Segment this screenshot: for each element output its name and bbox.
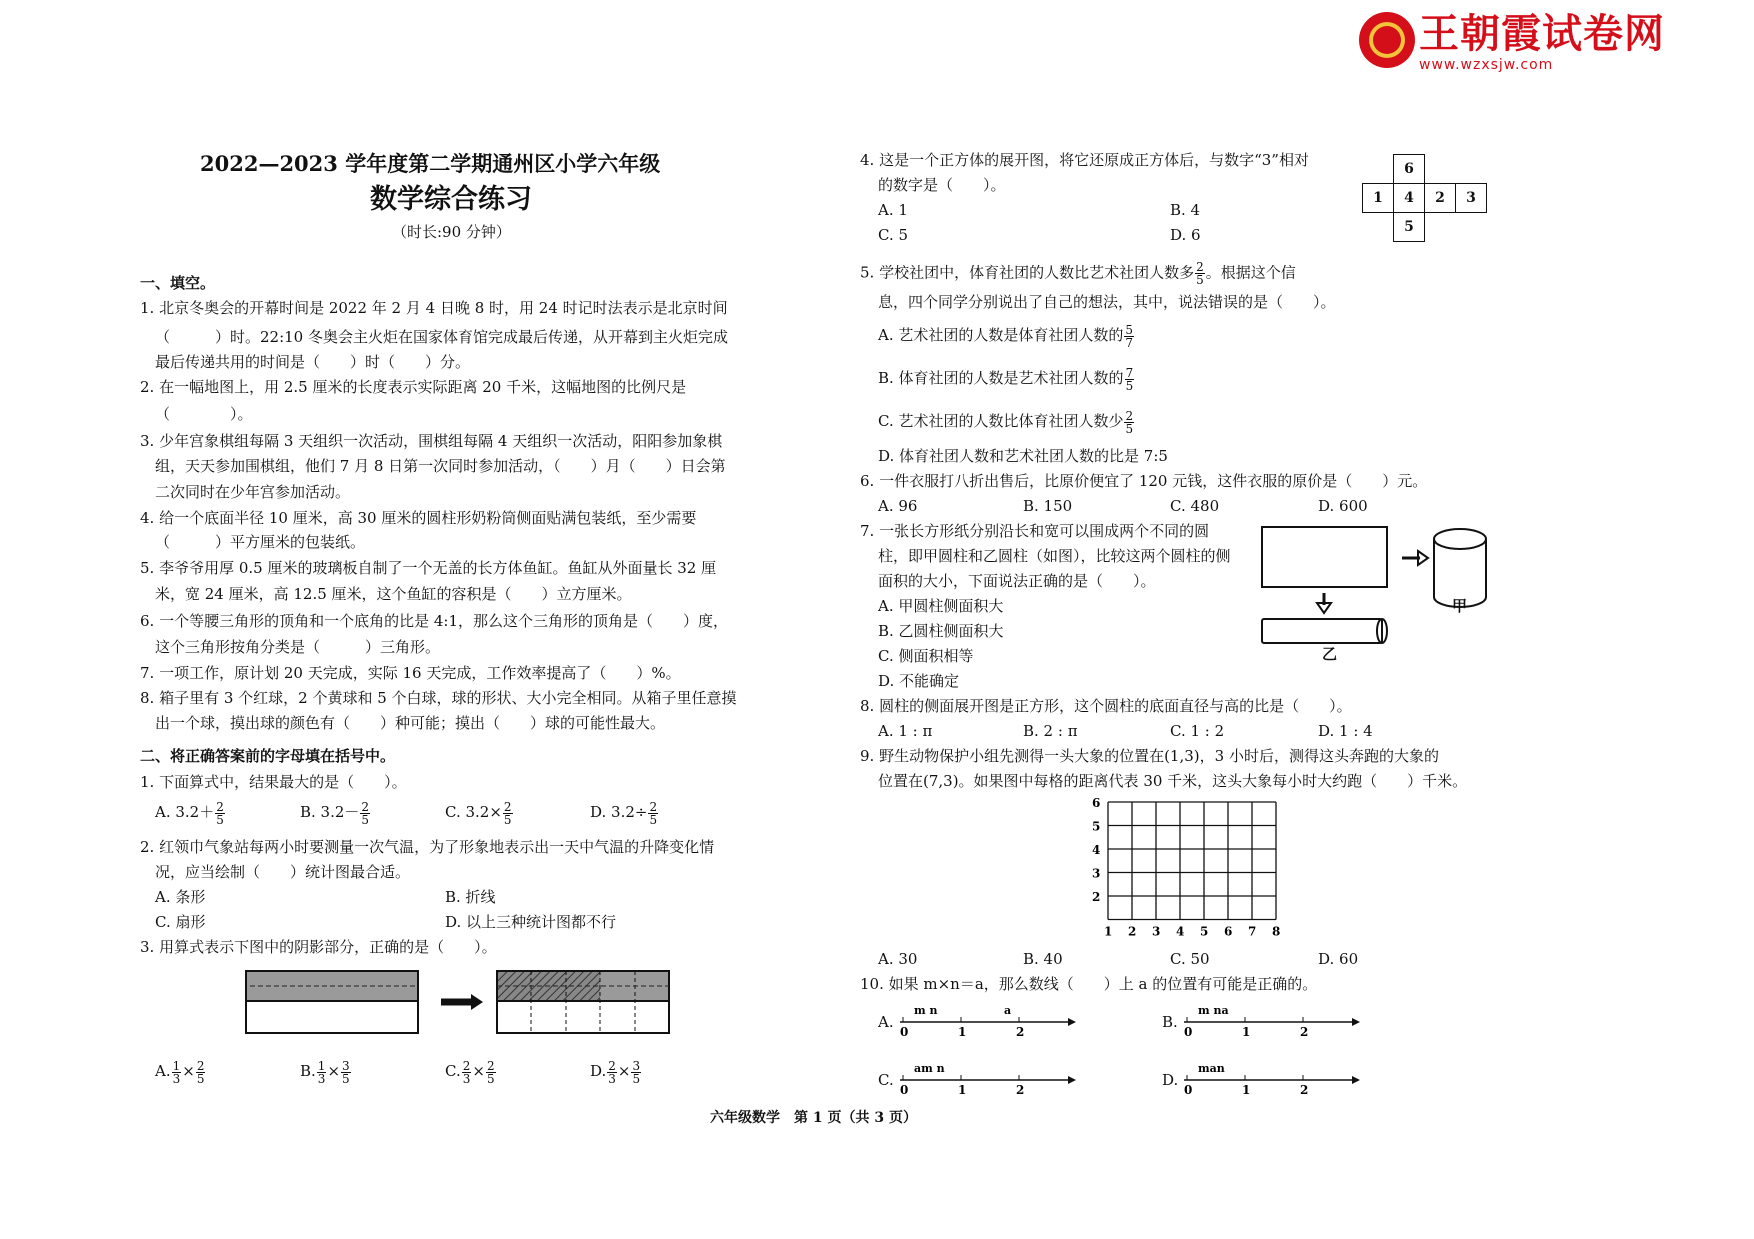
question-text: 4. 这是一个正方体的展开图，将它还原成正方体后，与数字“3”相对	[860, 151, 1309, 169]
section-heading: 二、将正确答案前的字母填在括号中。	[140, 747, 396, 765]
question-text: 二次同时在少年宫参加活动。	[155, 483, 351, 501]
fraction-denominator: 5	[649, 812, 658, 827]
x-tick-label: 8	[1272, 924, 1281, 938]
cube-face: 6	[1394, 155, 1425, 184]
question-text: 的数字是（ ）。	[878, 176, 1006, 194]
arrow-head	[1068, 1018, 1076, 1026]
fraction-denominator: 3	[462, 1071, 471, 1086]
x-tick-label: 5	[1200, 924, 1209, 938]
cylinder-label-jia: 甲	[1452, 597, 1468, 615]
option-text: D. 6	[1170, 226, 1201, 244]
fraction-numerator: 3	[632, 1058, 641, 1073]
number-line	[1184, 1060, 1374, 1110]
logo-url: www.wzxsjw.com	[1419, 57, 1554, 73]
question-text: 8. 圆柱的侧面展开图是正方形，这个圆柱的底面直径与高的比是（ ）。	[860, 697, 1352, 715]
question-text: 这个三角形按角分类是（ ）三角形。	[155, 638, 441, 656]
option-text: C. 480	[1170, 497, 1220, 515]
number-line	[1184, 1002, 1374, 1052]
option-text: B. 折线	[445, 888, 496, 906]
cube-face: 3	[1456, 184, 1487, 213]
fraction-denominator: 5	[1125, 378, 1134, 393]
tick-label: 0	[1184, 1083, 1193, 1097]
option-label: B. 3.2－	[300, 803, 360, 821]
option-text	[878, 363, 1135, 393]
question-text: 5. 李爷爷用厚 0.5 厘米的玻璃板自制了一个无盖的长方体鱼缸。鱼缸从外面量长 32 厘	[140, 559, 717, 577]
fraction-numerator: 7	[1125, 365, 1134, 380]
option-text	[445, 797, 514, 827]
fraction-denominator: 5	[342, 1071, 350, 1086]
question-text: 1. 北京冬奥会的开幕时间是 2022 年 2 月 4 日晚 8 时，用 24 时记时法表示是北京时间	[140, 299, 728, 317]
question-text: 8. 箱子里有 3 个红球，2 个黄球和 5 个白球，球的形状、大小完全相同。从箱子里任意摸	[140, 689, 737, 707]
fraction	[1124, 410, 1134, 435]
fraction-numerator: 2	[608, 1058, 616, 1073]
fraction	[215, 801, 225, 826]
tick-label: 0	[1184, 1025, 1193, 1039]
question-text: 最后传递共用的时间是（ ）时（ ）分。	[155, 353, 471, 371]
option-text: A. 1	[878, 201, 908, 219]
point-labels: man	[1198, 1062, 1225, 1075]
fraction	[196, 1060, 206, 1085]
cube-face: 2	[1425, 184, 1456, 213]
exam-duration: （时长:90 分钟）	[392, 223, 511, 241]
option-text: D. 600	[1318, 497, 1368, 515]
question-text: 6. 一件衣服打八折出售后，比原价便宜了 120 元钱，这件衣服的原价是（ ）元。	[860, 472, 1428, 490]
option-text: A. 96	[878, 497, 918, 515]
site-logo	[1359, 10, 1684, 72]
option-text: B. 4	[1170, 201, 1201, 219]
option-text: B. 40	[1023, 950, 1063, 968]
question-text: 2. 红领巾气象站每两小时要测量一次气温，为了形象地表示出一天中气温的升降变化情	[140, 838, 715, 856]
page-footer: 六年级数学 第 1 页（共 3 页）	[710, 1110, 917, 1126]
fraction-denominator: 5	[632, 1071, 641, 1086]
fraction-denominator: 3	[172, 1071, 181, 1086]
fraction-denominator: 7	[1125, 335, 1134, 350]
option-text: A. 甲圆柱侧面积大	[878, 597, 1004, 615]
option-text	[878, 320, 1135, 350]
option-label: D.	[590, 1062, 607, 1080]
y-tick-label: 5	[1092, 819, 1101, 834]
option-label: C. 3.2×	[445, 803, 502, 821]
option-text: D. 体育社团人数和艺术社团人数的比是 7:5	[878, 447, 1168, 465]
number-line	[900, 1002, 1090, 1052]
cube-face: 5	[1394, 213, 1425, 242]
x-tick-label: 7	[1248, 924, 1257, 938]
fraction-numerator: 2	[361, 799, 370, 814]
number-line	[900, 1060, 1090, 1110]
question-text: 1. 下面算式中，结果最大的是（ ）。	[140, 773, 407, 791]
fraction-denominator: 3	[317, 1071, 326, 1086]
question-text: 出一个球，摸出球的颜色有（ ）种可能；摸出（ ）球的可能性最大。	[155, 714, 666, 732]
option-text: C. 侧面积相等	[878, 647, 974, 665]
tick-label: 1	[958, 1025, 967, 1039]
option-label: C.	[445, 1062, 461, 1080]
exam-title: 2022—2023 学年度第二学期通州区小学六年级	[200, 151, 661, 176]
question-text: 6. 一个等腰三角形的顶角和一个底角的比是 4:1，那么这个三角形的顶角是（ ）度，	[140, 612, 728, 630]
fraction-denominator: 5	[361, 812, 370, 827]
x-tick-label: 4	[1176, 924, 1185, 938]
option-text: B. 乙圆柱侧面积大	[878, 622, 1004, 640]
x-tick-label: 6	[1224, 924, 1233, 938]
y-tick-label: 6	[1092, 796, 1101, 810]
y-tick-label: 2	[1092, 890, 1101, 904]
fraction	[462, 1060, 472, 1085]
cylinder-label-yi: 乙	[1322, 645, 1338, 663]
tick-label: 1	[1242, 1025, 1251, 1039]
option-label: B.	[1162, 1013, 1178, 1031]
option-text: D. 1 : 4	[1318, 722, 1373, 740]
option-text: B. 150	[1023, 497, 1073, 515]
question-text: 况，应当绘制（ ）统计图最合适。	[155, 863, 411, 881]
fraction-numerator: 2	[503, 799, 512, 814]
fraction-numerator: 1	[172, 1058, 181, 1073]
option-label: A. 3.2＋	[155, 803, 215, 821]
question-text: 柱，即甲圆柱和乙圆柱（如图），比较这两个圆柱的侧	[878, 547, 1231, 565]
tick-label: 1	[1242, 1083, 1251, 1097]
question-text: 3. 用算式表示下图中的阴影部分，正确的是（ ）。	[140, 938, 497, 956]
fraction-denominator: 5	[196, 1071, 205, 1086]
section-heading: 一、填空。	[140, 274, 216, 292]
option-text: C. 50	[1170, 950, 1210, 968]
question-text: 位置在(7,3)。如果图中每格的距离代表 30 千米，这头大象每小时大约跑（ ）千米。	[878, 772, 1468, 790]
fraction-numerator: 3	[342, 1058, 350, 1073]
point-label-a: a	[1004, 1004, 1012, 1017]
y-tick-label: 3	[1092, 866, 1101, 881]
question-text: 7. 一项工作，原计划 20 天完成，实际 16 天完成，工作效率提高了（ ）%。	[140, 664, 681, 682]
question-text: 米，宽 24 厘米，高 12.5 厘米，这个鱼缸的容积是（ ）立方厘米。	[155, 585, 632, 603]
arrow-head	[1352, 1076, 1360, 1084]
tick-label: 0	[900, 1083, 909, 1097]
y-tick-label: 4	[1092, 843, 1101, 857]
cube-face: 4	[1394, 184, 1425, 213]
fraction	[1125, 367, 1135, 392]
coordinate-grid	[1090, 796, 1290, 938]
x-tick-label: 3	[1152, 924, 1161, 938]
option-text: D. 以上三种统计图都不行	[445, 913, 617, 931]
question-text: 面积的大小，下面说法正确的是（ ）。	[878, 572, 1156, 590]
x-tick-label: 1	[1104, 924, 1113, 938]
fraction	[317, 1060, 327, 1085]
question-text: 10. 如果 m×n＝a，那么数线（ ）上 a 的位置有可能是正确的。	[860, 975, 1318, 993]
fraction	[503, 801, 513, 826]
fraction-numerator: 2	[649, 799, 658, 814]
exam-subtitle: 数学综合练习	[370, 184, 532, 215]
logo-title: 王朝霞试卷网	[1419, 11, 1665, 57]
option-text: C. 1 : 2	[1170, 722, 1225, 740]
tick-label: 1	[958, 1083, 967, 1097]
option-text: A. 1 : π	[878, 722, 933, 740]
question-text: （ ）时。22:10 冬奥会主火炬在国家体育馆完成最后传递，从开幕到主火炬完成	[155, 328, 728, 346]
fraction-numerator: 1	[317, 1058, 326, 1073]
option-label: A.	[878, 1013, 894, 1031]
fraction-numerator: 2	[462, 1058, 471, 1073]
option-text	[155, 797, 226, 827]
question-text: 4. 给一个底面半径 10 厘米，高 30 厘米的圆柱形奶粉筒侧面贴满包装纸，至少需要	[140, 509, 697, 527]
fraction	[341, 1060, 351, 1085]
fraction	[1124, 324, 1134, 349]
option-text: A. 条形	[155, 888, 206, 906]
option-label: C.	[878, 1071, 894, 1089]
option-text	[300, 797, 371, 827]
option-text: B. $\frac{1}{3}$ × $\frac{3}{5}$	[300, 1058, 350, 1086]
option-text: C. 5	[878, 226, 909, 244]
question-text: （ ）平方厘米的包装纸。	[155, 533, 366, 551]
option-text: A. 30	[878, 950, 918, 968]
fraction-denominator: 3	[608, 1071, 616, 1086]
option-text: B. 2 : π	[1023, 722, 1078, 740]
point-labels: m n	[914, 1004, 938, 1017]
arrow-head	[1068, 1076, 1076, 1084]
cube-face: 1	[1363, 184, 1394, 213]
tick-label: 2	[1300, 1083, 1309, 1097]
fraction	[648, 801, 658, 826]
option-text	[878, 406, 1135, 436]
fraction-denominator: 5	[216, 812, 224, 827]
option-text: A. $\frac{1}{3}$ × $\frac{2}{5}$	[155, 1058, 205, 1086]
option-label: B.	[300, 1062, 316, 1080]
fraction-numerator: 2	[1125, 408, 1134, 423]
question-text: 2. 在一幅地图上，用 2.5 厘米的长度表示实际距离 20 千米，这幅地图的比例尺是	[140, 378, 687, 396]
tick-label: 2	[1016, 1083, 1025, 1097]
cube-net-figure	[1362, 154, 1487, 242]
option-text: D. $\frac{2}{3}$ × $\frac{3}{5}$	[590, 1058, 641, 1086]
tick-label: 2	[1300, 1025, 1309, 1039]
logo-emblem-icon	[1359, 12, 1415, 68]
shaded-rectangle-figure	[245, 970, 675, 1040]
question-text: 3. 少年宫象棋组每隔 3 天组织一次活动，围棋组每隔 4 天组织一次活动，阳阳参加象棋	[140, 432, 723, 450]
question-text: 组，天天参加围棋组，他们 7 月 8 日第一次同时参加活动，（ ）月（ ）日会第	[155, 457, 726, 475]
option-text: D. 60	[1318, 950, 1359, 968]
fraction-denominator: 5	[503, 812, 512, 827]
option-label: A.	[155, 1062, 171, 1080]
fraction-numerator: 2	[196, 1058, 205, 1073]
point-labels: m na	[1198, 1004, 1229, 1017]
option-label: D. 3.2÷	[590, 803, 648, 821]
option-text: C. 扇形	[155, 913, 206, 931]
option-text: D. 不能确定	[878, 672, 960, 690]
arrow-head	[1352, 1018, 1360, 1026]
option-label: D.	[1162, 1071, 1179, 1089]
question-text: 7. 一张长方形纸分别沿长和宽可以围成两个不同的圆	[860, 522, 1210, 540]
fraction	[360, 801, 370, 826]
cylinder-figure	[1260, 525, 1510, 665]
option-label: B. 体育社团的人数是艺术社团人数的	[878, 369, 1124, 387]
fraction	[607, 1060, 617, 1085]
question-text: 5. 学校社团中，体育社团的人数比艺术社团人数多 $\frac{2}{5}$ 。根据这个信	[860, 260, 1296, 287]
fraction	[631, 1060, 641, 1085]
fraction	[486, 1060, 496, 1085]
fraction-numerator: 2	[486, 1058, 495, 1073]
question-text: （ ）。	[155, 405, 253, 423]
fraction-numerator: 2	[216, 799, 224, 814]
question-text: 息，四个同学分别说出了自己的想法，其中，说法错误的是（ ）。	[878, 293, 1336, 311]
fraction-denominator: 5	[1125, 421, 1134, 436]
fraction-numerator: 5	[1125, 322, 1134, 337]
fraction	[172, 1060, 182, 1085]
question-text: 9. 野生动物保护小组先测得一头大象的位置在(1,3)，3 小时后，测得这头奔跑的大象的	[860, 747, 1439, 765]
option-text: C. $\frac{2}{3}$ × $\frac{2}{5}$	[445, 1058, 495, 1086]
tick-label: 2	[1016, 1025, 1025, 1039]
point-labels: am n	[914, 1062, 945, 1075]
option-text	[590, 797, 659, 827]
x-tick-label: 2	[1128, 924, 1137, 938]
tick-label: 0	[900, 1025, 909, 1039]
option-label: C. 艺术社团的人数比体育社团人数少	[878, 412, 1124, 430]
fraction-denominator: 5	[486, 1071, 495, 1086]
option-label: A. 艺术社团的人数是体育社团人数的	[878, 326, 1124, 344]
